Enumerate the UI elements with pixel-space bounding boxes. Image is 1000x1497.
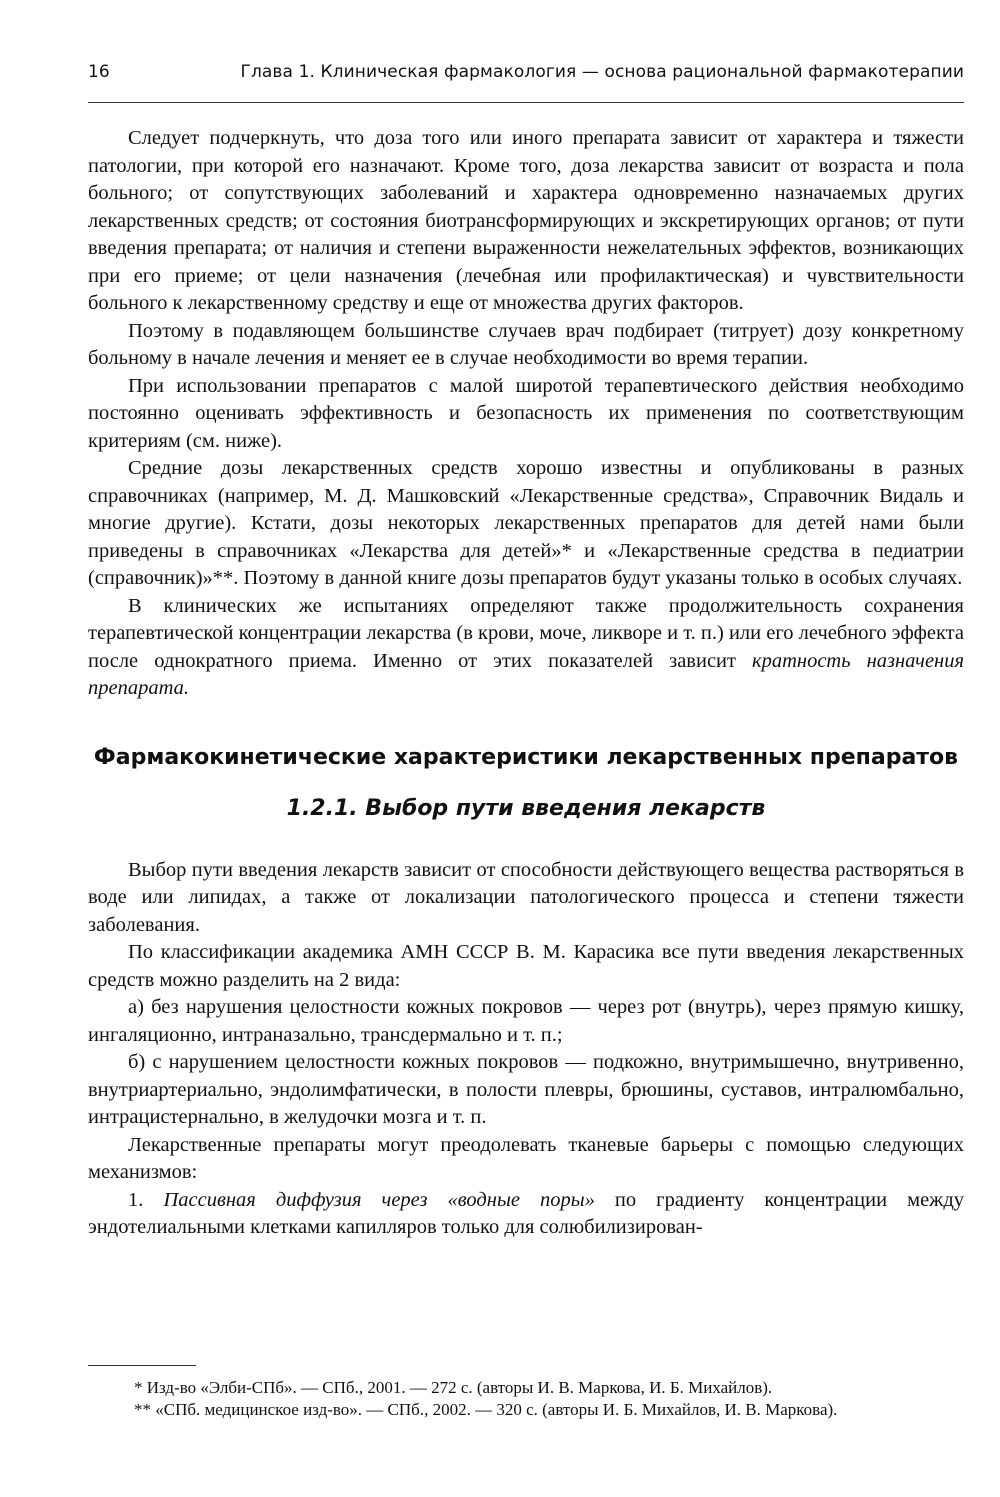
paragraph-narrow-therapeutic: При использовании препаратов с малой широтой терапевтического действия необходимо постоянно оценивать эффективность и безопасность их применения по соответствующим критериям (см. ниже).: [88, 374, 964, 452]
list-item-without-skin-damage: а) без нарушения целостности кожных покровов — через рот (внутрь), через прямую кишку, ингаляционно, интраназально, трансдермально и т. п.;: [88, 996, 964, 1046]
clinical-trials-text: В клинических же испытаниях определяют также продолжительность сохранения терапевтической концентрации лекарства (в крови, моче, ликворе и т. п.) или его лечебного эффекта после однократного приема. Именно от этих показателей зависит: [88, 594, 964, 672]
list-item-with-skin-damage: б) с нарушением целостности кожных покровов — подкожно, внутримышечно, внутривенно, внутриартериально, эндолимфатически, в полости плевры, брюшины, суставов, интралюмбально, интрацистернально, в желудочки мозга и т. п.: [88, 1051, 964, 1128]
footnote-2: ** «СПб. медицинское изд-во». — СПб., 2002. — 320 с. (авторы И. Б. Михайлов, И. В. Маркова).: [134, 1400, 838, 1419]
section-heading: Фармакокинетические характеристики лекарственных препаратов: [93, 744, 959, 770]
footnote-1: * Изд-во «Элби-СПб». — СПб., 2001. — 272 с. (авторы И. В. Маркова, И. Б. Михайлов).: [134, 1378, 773, 1397]
paragraph-dose-factors: Следует подчеркнуть, что доза того или иного препарата зависит от характера и тяжести патологии, при которой его назначают. Кроме того, доза лекарства зависит от возраста и пола больного; от сопутствующих заболеваний и характера одновременно назначаемых других лекарственных средств; от состояния биотрансформирующих и экскретирующих органов; от пути введения препарата; от наличия и степени выраженности нежелательных эффектов, возникающих при его приеме; от цели назначения (лечебная или профилактическая) и чувствительности больного к лекарственному средству и еще от множества других факторов.: [88, 127, 964, 314]
dosing-frequency-term: кратность назначения препарата.: [88, 649, 964, 699]
paragraph-clinical-trials: [88, 593, 964, 703]
paragraph-reference-books: Средние дозы лекарственных средств хорошо известны и опубликованы в разных справочниках (например, М. Д. Машковский «Лекарственные средства», Справочник Видаль и многие другие). Кстати, дозы некоторых лекарственных препаратов для детей нами были приведены в справочниках «Лекарства для детей»* и «Лекарственные средства в педиатрии (справочник)»**. Поэтому в данной книге дозы препаратов будут указаны только в особых случаях.: [88, 457, 964, 589]
paragraph-route-choice: Выбор пути введения лекарств зависит от способности действующего вещества растворяться в воде или липидах, а также от локализации патологического процесса и степени тяжести заболевания.: [88, 858, 964, 936]
subsection-heading: 1.2.1. Выбор пути введения лекарств: [286, 795, 766, 821]
footnotes: [88, 1377, 964, 1421]
paragraph-dose-titration: Поэтому в подавляющем большинстве случаев врач подбирает (титрует) дозу конкретному больному в начале лечения и меняет ее в случае необходимости во время терапии.: [88, 319, 964, 369]
footnote-divider: [88, 1365, 196, 1366]
running-title: Глава 1. Клиническая фармакология — основа рациональной фармакотерапии: [240, 62, 964, 82]
page-header: [88, 62, 964, 103]
paragraph-passive-diffusion: [88, 1187, 964, 1242]
paragraph-tissue-barriers: Лекарственные препараты могут преодолевать тканевые барьеры с помощью следующих механизмов:: [88, 1133, 964, 1183]
page-body: [88, 125, 964, 1242]
paragraph-karasik-classification: По классификации академика АМН СССР В. М. Карасика все пути введения лекарственных средств можно разделить на 2 вида:: [88, 941, 964, 991]
passive-diffusion-term: Пассивная диффузия через «водные поры»: [163, 1188, 595, 1211]
passive-diffusion-text: по градиенту концентрации между эндотелиальными клетками капилляров только для солюбилизирован-: [88, 1188, 965, 1238]
list-number: 1.: [128, 1188, 164, 1211]
page-number: 16: [88, 62, 110, 82]
